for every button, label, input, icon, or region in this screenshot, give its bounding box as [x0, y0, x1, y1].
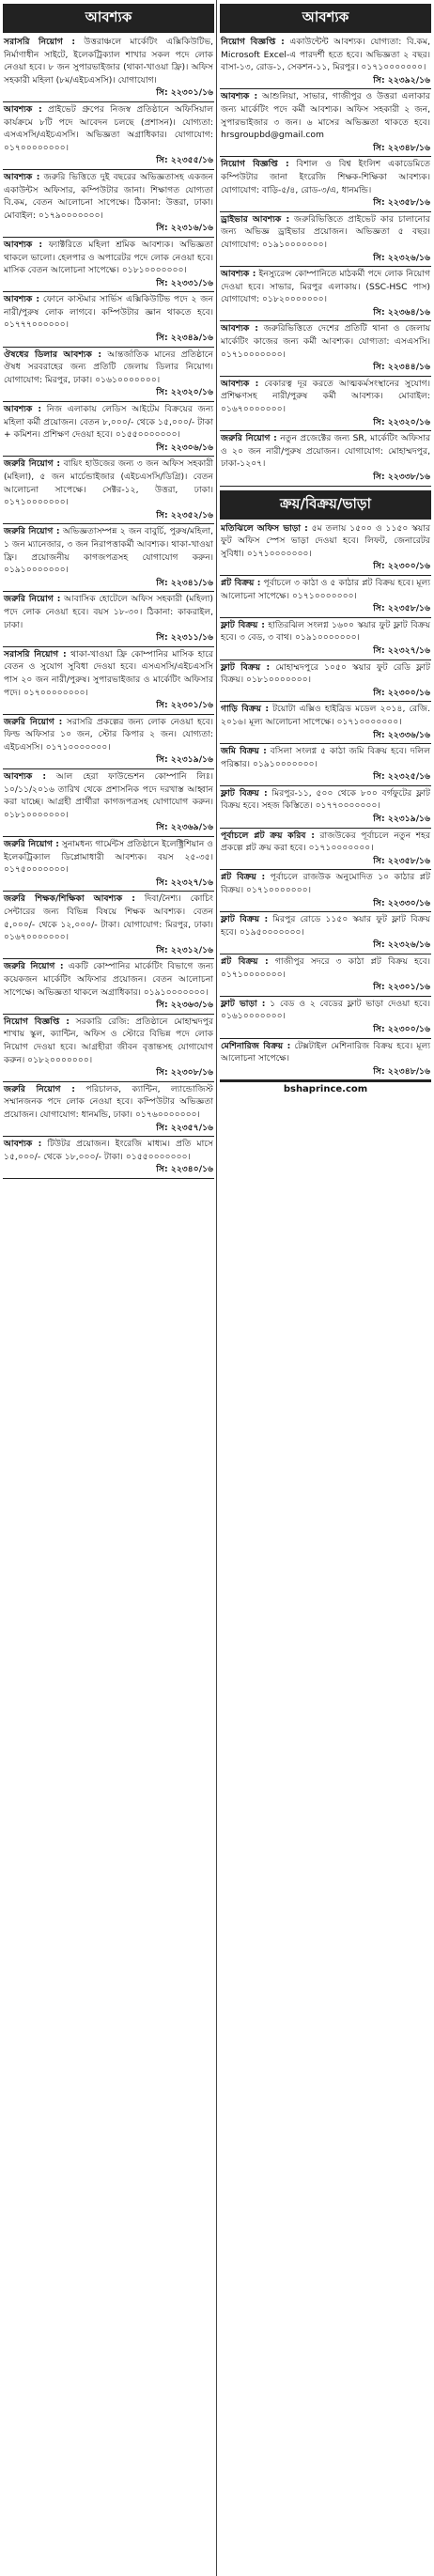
left-ads-list [3, 35, 214, 1179]
ad-reference: সি: ২২৩৪৮/১৬ [373, 1065, 430, 1077]
ad-heading: জমি বিক্রয় : [221, 746, 267, 757]
classified-ad [3, 238, 214, 292]
ad-body: বেকারত্ব দূর করতে আত্মকর্মসংস্থানের সুযোগ। প্রশিক্ষণসহ নারী/পুরুষ কর্মী আবশ্যক। মোবাইল: ০১৬৭০০০০০০০। [221, 378, 430, 415]
ad-heading: মতিঝিলে অফিস ভাড়া : [221, 522, 308, 534]
ad-body: বিশাল ও বিশ্ব ইংলিশ একাডেমিতে কম্পিউটার জানা ইংরেজি শিক্ষক-শিক্ষিকা আবশ্যক। যোগাযোগ: বাড়ি-৫/৪, রোড-৩/এ, ধানমন্ডি। [221, 159, 430, 195]
classified-ad [220, 786, 431, 829]
ad-reference: সি: ২২৩১১/১৬ [156, 632, 213, 644]
ad-reference: সি: ২২৩১৯/১৬ [156, 754, 213, 766]
ad-body: নিজ এলাকায় লেডিস আইটেম বিক্রয়ের জন্য মহিলা কর্মী প্রয়োজন। বেতন ৮,০০০/- থেকে ১৫,০০০/- টাকা + কমিশন। প্রশিক্ষণ দেওয়া হবে। ০১৫৫০০০০০০০। [4, 404, 214, 441]
ad-heading: প্লট বিক্রয় : [221, 577, 261, 588]
ad-heading: ড্রাইভার আবশ্যক : [221, 213, 290, 225]
ad-heading: জরুরি নিয়োগ : [4, 458, 61, 470]
ad-reference: সি: ২২৩১৯/১৬ [373, 814, 430, 825]
ad-body: ফোনে কাস্টমার সার্ভিস এক্সিকিউটিভ পদে ২ জন নারী/পুরুষ লোক লাগবে। কম্পিউটার জ্ঞান থাকতে হবে। ০১৭৭৭০০০০০০। [4, 294, 214, 331]
classified-ad [3, 769, 214, 837]
ad-heading: জরুরি নিয়োগ : [4, 594, 61, 605]
ad-heading: নিয়োগ বিজ্ঞপ্তি : [221, 159, 289, 170]
ad-reference: সি: ২২৩৫৭/১৬ [156, 1122, 213, 1133]
ad-reference: সি: ২২৩০১/১৬ [156, 700, 213, 711]
ad-body: আন্তর্জাতিক মানের প্রতিষ্ঠানে ঔষধ সরবরাহের জন্য প্রতিটি জেলায় ডিলার নিয়োগ। যোগাযোগ: মিরপুর, ঢাকা। ০১৬১০০০০০০০। [4, 349, 213, 385]
ad-heading: নিয়োগ বিজ্ঞপ্তি : [221, 37, 285, 47]
classified-ad [3, 170, 214, 238]
classified-ad [3, 1082, 214, 1137]
classified-ad [220, 212, 431, 267]
classified-ad [220, 829, 431, 871]
ad-body: নতুন প্রজেক্টের জন্য SR, মার্কেটিং অফিসার ও ২০ জন নারী/পুরুষ প্রয়োজন। যোগাযোগ: মোহাম্মদপুর, ঢাকা-১২০৭। [221, 433, 430, 470]
classified-ad [220, 744, 431, 786]
classified-ad [220, 660, 431, 703]
ad-heading: আবশ্যক : [4, 239, 43, 250]
ad-body: ফ্যাক্টরিতে মহিলা শ্রমিক আবশ্যক। অভিজ্ঞতা থাকলে ভালো। হেলপার ও অপারেটর পদে লোক নেওয়া হবে। মাসিক বেতন আলোচনা সাপেক্ষে। ০১৮১০০০০০০০। [4, 239, 213, 276]
ad-reference: সি: ২২৩০০/১৬ [373, 1023, 430, 1034]
ad-body: জরুরিভিত্তিতে দেশের প্রতিটি থানা ও জেলায় মার্কেটিং কাজের জন্য কর্মী আবশ্যক। যোগ্যতা: এসএসসি। ০১৭১০০০০০০০। [221, 323, 431, 360]
classified-ad [220, 997, 431, 1039]
ad-heading: সরাসরি নিয়োগ : [4, 37, 76, 47]
ad-body: আবাসিক হোটেলে অফিস সহকারী (মহিলা) পদে লোক নেওয়া হবে। বয়স ১৮-৩০। ঠিকানা: কাকরাইল, ঢাকা। [4, 594, 213, 630]
column-divider [216, 0, 217, 2576]
ad-body: মোহাম্মদপুরে ১০৫০ স্কয়ার ফুট রেডি ফ্লাট বিক্রয়। ০১৮১০০০০০০০। [221, 661, 430, 686]
ad-body: পূর্বাচলে ৩ কাঠা ও ৫ কাঠার প্লট বিক্রয় হবে। মূল্য আলোচনা সাপেক্ষে। ০১৭১০০০০০০০। [221, 577, 431, 601]
ad-reference: সি: ২২৩৫৫/১৬ [156, 155, 213, 166]
ad-reference: সি: ২২৩০৮/১৬ [156, 1067, 213, 1079]
ad-body: ইনস্যুরেন্স কোম্পানিতে মাঠকর্মী পদে লোক নিয়োগ দেওয়া হবে। সাভার, মিরপুর এলাকায়। (SSC-HSC পাস) যোগাযোগ: ০১৮২০০০০০০০। [221, 269, 431, 305]
ad-reference: সি: ২২৩২৫/১৬ [373, 771, 430, 783]
classified-ad [220, 267, 431, 321]
ad-heading: গাড়ি বিক্রয় : [221, 704, 270, 715]
ad-heading: জরুরি শিক্ষক/শিক্ষিকা আবশ্যক : [4, 893, 135, 905]
ad-heading: আবশ্যক : [4, 171, 40, 182]
ad-body: মিরপুর-১১, ৫০০ থেকে ৮০০ বর্গফুটের ফ্লাট বিক্রয় হবে। সহজ কিস্তিতে। ০১৭৭০০০০০০০। [221, 787, 431, 812]
ad-reference: সি: ২২৩০৬/১৬ [156, 442, 213, 453]
classified-ad [3, 837, 214, 892]
classified-ad [3, 402, 214, 457]
ad-heading: মেশিনারিজ বিক্রয় : [221, 1040, 291, 1051]
ad-reference: সি: ২২৩২০/১৬ [156, 387, 213, 398]
ad-heading: ফ্লাট বিক্রয় : [221, 787, 268, 799]
ad-heading: ফ্লাট ভাড়া : [221, 998, 266, 1009]
ad-body: অভিজ্ঞতাসম্পন্ন ২ জন বাবুর্চি, পুরুষ/মহিলা, ১ জন ম্যানেজার, ৩ জন নিরাপত্তাকর্মী আবশ্যক। থাকা-খাওয়া ফ্রি। প্রয়োজনীয় কাগজপত্রসহ যোগাযোগ করুন। ০১৯১০০০০০০০। [4, 526, 214, 576]
classified-ad [3, 959, 214, 1014]
ad-body: প্রাইভেট গ্রুপের নিজস্ব প্রতিষ্ঠানে অফিসিয়াল কার্যক্রমে ৮টি পদে আবেদন চলছে (প্রশাসন)। যোগ্যতা: এসএসসি/এইচএসসি। অভিজ্ঞতা অগ্রাধিকার। যোগাযোগ: ০১৭০০০০০০০০। [4, 103, 213, 153]
ad-reference: সি: ২২৩৩০/১৬ [373, 897, 430, 908]
ad-heading: আবশ্যক : [221, 378, 259, 389]
right-column [220, 0, 431, 1094]
classified-ad [220, 870, 431, 912]
classified-ad [3, 457, 214, 524]
classified-ad [220, 912, 431, 954]
ad-body: উত্তরাঞ্চলে মার্কেটিং এক্সিকিউটিভ, নির্মাণাধীন সাইটে, ইলেকট্রিক্যাল শাখার সকল পদে লোক নেওয়া হবে। ৮ জন সুপারভাইজার (থাকা-খাওয়া ফ্রি)। অফিস সহকারী মহিলা (৮ম/এইচএসসি)। যোগাযোগ। [4, 37, 213, 85]
ad-heading: আবশ্যক : [221, 91, 258, 102]
ad-body: দিবা/নৈশ্য। কোচিং সেন্টারের জন্য বিভিন্ন বিষয়ে শিক্ষক আবশ্যক। বেতন ৫,০০০/- থেকে ১২,০০০/- টাকা। যোগাযোগ: মিরপুর, ঢাকা। ০১৬৭০০০০০০০। [4, 893, 213, 943]
ad-reference: সি: ২২৩৯২/১৬ [373, 74, 430, 85]
ad-reference: সি: ২২৩০১/১৬ [156, 87, 213, 99]
ad-body: জরুরি ভিত্তিতে দুই বছরের অভিজ্ঞতাসহ একজন একাউন্টস অফিসার, কম্পিউটার জানা। শিক্ষাগত যোগ্যতা বি.কম, বেতন আলোচনা সাপেক্ষে। ঠিকানা: উত্তরা, ঢাকা। মোবাইল: ০১৭৯০০০০০০০। [4, 171, 214, 221]
ad-reference: সি: ২২৩২৬/১৬ [373, 939, 430, 951]
ad-body: পূর্বাচলে রাজউক অনুমোদিত ১০ কাঠার প্লট বিক্রয়। ০১৭১০০০০০০০। [221, 872, 430, 896]
ad-heading: সরাসরি নিয়োগ : [4, 648, 67, 660]
ad-reference: সি: ২২৩৪৮/১৬ [373, 142, 430, 153]
ad-heading: ফ্লাট বিক্রয় : [221, 914, 269, 925]
classified-ad [3, 1137, 214, 1179]
ad-reference: সি: ২২৩৪১/১৬ [156, 577, 213, 588]
ad-heading: জরুরি নিয়োগ : [4, 839, 59, 850]
ad-heading: জরুরি নিয়োগ : [221, 433, 277, 444]
ad-body: থাকা-খাওয়া ফ্রি কোম্পানির মাসিক হারে বেতন ও সুযোগ সুবিধা দেওয়া হবে। এসএসসি/এইচএসসি পাস ২০ জন নারী/পুরুষ। সুপারভাইজার ও মার্কেটিং অফিসার পদে। ০১৭০০০০০০০০। [4, 648, 214, 698]
classified-ad [3, 592, 214, 646]
ad-reference: সি: ২২৩৪৪/১৬ [373, 362, 430, 373]
classified-ad [220, 521, 431, 576]
ad-reference: সি: ২২৩০১/১৬ [373, 982, 430, 993]
ad-body: মিরপুর রোডে ১১৫০ স্কয়ার ফুট ফ্লাট বিক্রয় হবে। ০১৯৫০০০০০০০। [221, 914, 431, 938]
right-ads2-list [220, 521, 431, 1081]
classified-ad [220, 321, 431, 376]
ad-body: হাতিরঝিল সংলগ্ন ১৬০০ স্কয়ার ফুট ফ্লাট বিক্রয় হবে। ৩ বেড, ৩ বাথ। ০১৯১০০০০০০০। [221, 619, 430, 644]
ad-body: ৫ম তলায় ১৫০০ ও ১১৫০ স্কয়ার ফুট অফিস স্পেস ভাড়া দেওয়া হবে। লিফট, জেনারেটর সুবিধা। ০১৭১০০০০০০০। [221, 522, 430, 559]
ad-heading: জরুরি নিয়োগ : [4, 1083, 75, 1094]
ad-heading: জরুরি নিয়োগ : [4, 961, 64, 972]
section-heading-job-right: আবশ্যক [220, 4, 431, 33]
ad-reference: সি: ২২৩১৬/১৬ [156, 223, 213, 234]
classified-ad [220, 157, 431, 211]
ad-body: টিউটর প্রয়োজন। ইংরেজি মাধ্যম। প্রতি মাসে ১৫,০০০/- থেকে ১৮,০০০/- টাকা। ০১৫৫০০০০০০০। [4, 1139, 213, 1162]
classified-ad [3, 292, 214, 347]
left-column [3, 0, 214, 1179]
ad-reference: সি: ২২৩৬৯/১৬ [156, 822, 213, 833]
ad-heading: আবশ্যক : [4, 404, 42, 415]
right-ads-list [220, 35, 431, 487]
classified-ad [220, 954, 431, 997]
ad-heading: নিয়োগ বিজ্ঞপ্তি : [4, 1016, 70, 1027]
ad-heading: আবশ্যক : [221, 323, 258, 334]
classified-ad [220, 431, 431, 486]
classified-ad [220, 35, 431, 89]
ad-body: রাজউকের পূর্বাচলে নতুন শহর প্রকল্পে প্লট ক্রয় করা হবে। ০১৭১০০০০০০০। [221, 830, 431, 854]
classified-ad [3, 715, 214, 769]
ad-heading: প্লট বিক্রয় : [221, 956, 269, 967]
ad-reference: সি: ২২৩৫৮/১৬ [373, 197, 430, 209]
ad-reference: সি: ২২৩৩৬/১৬ [373, 729, 430, 740]
ad-heading: আবশ্যক : [221, 269, 256, 280]
classified-ad [3, 647, 214, 715]
footer-url[interactable]: bshaprince.com [220, 1080, 431, 1094]
ad-heading: ঔষধের ডিলার আবশ্যক : [4, 349, 102, 360]
ad-reference: সি: ২২৩৩৮/১৬ [373, 472, 430, 482]
ad-body: বসিলা সংলগ্ন ৫ কাঠা জমি বিক্রয় হবে। দলিল পরিষ্কার। ০১৯১০০০০০০০। [221, 746, 431, 769]
ad-heading: প্লট বিক্রয় : [221, 872, 266, 883]
ad-heading: পূর্বাচলে প্লট ক্রয় করিব : [221, 830, 315, 841]
ad-heading: আবশ্যক : [4, 771, 47, 783]
classified-ad [220, 618, 431, 660]
ad-reference: সি: ২২৩০০/১৬ [373, 687, 430, 698]
classified-ad [220, 377, 431, 431]
ad-reference: সি: ২২৩২৬/১৬ [373, 252, 430, 263]
ad-reference: সি: ২২৩২৭/১৬ [373, 644, 430, 656]
ad-reference: সি: ২২৩০০/১৬ [373, 561, 430, 572]
ad-heading: আবশ্যক : [4, 294, 40, 305]
ad-reference: সি: ২২৩৫৮/১৬ [373, 855, 430, 866]
ad-body: জরুরিভিত্তিতে প্রাইভেট কার চালানোর জন্য অভিজ্ঞ ড্রাইভার প্রয়োজন। অভিজ্ঞতা ৫ বছর। যোগাযোগ: ০১৯১০০০০০০০। [221, 213, 430, 250]
classified-ad [3, 524, 214, 592]
ad-reference: সি: ২২৩৬৩/১৬ [156, 1000, 213, 1011]
ad-heading: জরুরি নিয়োগ : [4, 716, 63, 727]
section-heading-buy-sell-rent: ক্রয়/বিক্রয়/ভাড়া [220, 490, 431, 520]
classified-ad [3, 102, 214, 170]
ad-body: আল হেরা ফাউন্ডেশন কোম্পানি লিঃ। ১০/১১/২০১৬ তারিখ থেকে প্রশাসনিক পদে দরখাস্ত আহ্বান করা যাচ্ছে। আগ্রহী প্রার্থীরা কাগজপত্রসহ যোগাযোগ করুন। ০১৮১০০০০০০০। [4, 771, 214, 820]
ad-body: বায়িং হাউজের জন্য ৩ জন অফিস সহকারী (মহিলা), ৫ জন মার্চেন্ডাইজার (এইচএসসি/ডিগ্রি)। বেতন আলোচনা সাপেক্ষে। সেক্টর-১২, উত্তরা, ঢাকা। ০১৭১০০০০০০০। [4, 458, 213, 508]
ad-heading: ফ্লাট বিক্রয় : [221, 619, 265, 630]
ad-reference: সি: ২২৩২৭/১৬ [156, 877, 213, 888]
ad-heading: ফ্লাট বিক্রয় : [221, 661, 271, 673]
ad-body: সরাসরি প্রকল্পের জন্য লোক নেওয়া হবে। ফিল্ড অফিসার ১০ জন, স্টোর কিপার ২ জন। যোগ্যতা: এইচএসসি। ০১৭১০০০০০০০। [4, 716, 214, 753]
ad-reference: সি: ২২৩২০/১৬ [373, 416, 430, 427]
ad-reference: সি: ২২৩৩১/১৬ [156, 277, 213, 288]
ad-reference: সি: ২২৩৪৯/১৬ [156, 333, 213, 344]
classified-ad [3, 348, 214, 402]
classified-ad [220, 702, 431, 744]
ad-reference: সি: ২২৩৫৮/১৬ [373, 603, 430, 614]
classified-ad [3, 1015, 214, 1082]
ad-body: আশুলিয়া, সাভার, গাজীপুর ও উত্তরা এলাকার জন্য মার্কেটিং পদে কর্মী আবশ্যক। অফিস সহকারী ২ জন, সুপারভাইজার ৩ জন। ৬ মাসের অভিজ্ঞতা থাকতে হবে। hrsgroupbd@gmail.com [221, 91, 430, 141]
section-heading-job: আবশ্যক [3, 4, 214, 33]
ad-body: একটি কোম্পানির মার্কেটিং বিভাগে জন্য কয়েকজন মার্কেটিং অফিসার প্রয়োজন। বেতন আলোচনা সাপেক্ষে। অভিজ্ঞতা থাকলে অগ্রাধিকার। ০১৯১০০০০০০০। [4, 961, 213, 998]
ad-body: সুনামধন্য গার্মেন্টস প্রতিষ্ঠানে ইলেক্ট্রিশিয়ান ও ইলেকট্রিক্যাল ডিপ্লোমাধারী আবশ্যক। বয়স ২৫-৩৫। ০১৭৫০০০০০০০। [4, 839, 213, 876]
ad-body: টেক্সটাইল মেশিনারিজ বিক্রয় হবে। মূল্য আলোচনা সাপেক্ষে। [221, 1040, 430, 1064]
ad-heading: আবশ্যক : [4, 103, 42, 115]
ad-reference: সি: ২২৩৪০/১৬ [156, 1164, 213, 1175]
classified-ad [3, 892, 214, 959]
ad-body: একাউন্টেন্ট আবশ্যক। যোগ্যতা: বি.কম, Microsoft Excel-এ পারদর্শী হতে হবে। অভিজ্ঞতা ২ বছর। বাসা-১৩, রোড-১, সেকশন-১১, মিরপুর। ০১৭১০০০০০০০। [221, 37, 430, 73]
ad-heading: জরুরি নিয়োগ : [4, 526, 60, 537]
ad-reference: সি: ২২৩৫২/১৬ [156, 509, 213, 520]
classified-ad [3, 35, 214, 102]
classified-ad [220, 576, 431, 618]
ad-heading: আবশ্যক : [4, 1139, 42, 1150]
ad-reference: সি: ২২৩৬৪/১৬ [373, 306, 430, 318]
classified-ad [220, 89, 431, 157]
ad-body: সরকারি রেজি: প্রতিষ্ঠানে মোহাম্মদপুর শাখায় স্কুল, ক্যান্টিন, অফিস ও স্টোরে বিভিন্ন পদে লোক নিয়োগ দেওয়া হবে। আগ্রহীরা জীবন বৃত্তান্তসহ যোগাযোগ করুন। ০১৮২০০০০০০০। [4, 1016, 214, 1065]
ad-body: ১ বেড ও ২ বেডের ফ্লাট ভাড়া দেওয়া হবে। ০১৬১০০০০০০০। [221, 998, 430, 1022]
classified-ad [220, 1039, 431, 1081]
ad-body: টয়োটা এক্সিও হাইব্রিড মডেল ২০১৪, রেজি. ২০১৬। মূল্য আলোচনা সাপেক্ষে। ০১৭১০০০০০০০। [221, 704, 431, 727]
ad-reference: সি: ২২৩১২/১৬ [156, 944, 213, 955]
ad-body: পরিচালক, ক্যান্টিন, ল্যান্ডোজিস্ট সম্মানজনক পদে লোক নেওয়া হবে। কম্পিউটার অভিজ্ঞতা প্রয়োজন। যোগাযোগ: ধানমন্ডি, ঢাকা। ০১৭৬০০০০০০০। [4, 1083, 213, 1120]
ad-body: গাজীপুর সদরে ৩ কাঠা প্লট বিক্রয় হবে। ০১৭১০০০০০০০। [221, 956, 430, 980]
